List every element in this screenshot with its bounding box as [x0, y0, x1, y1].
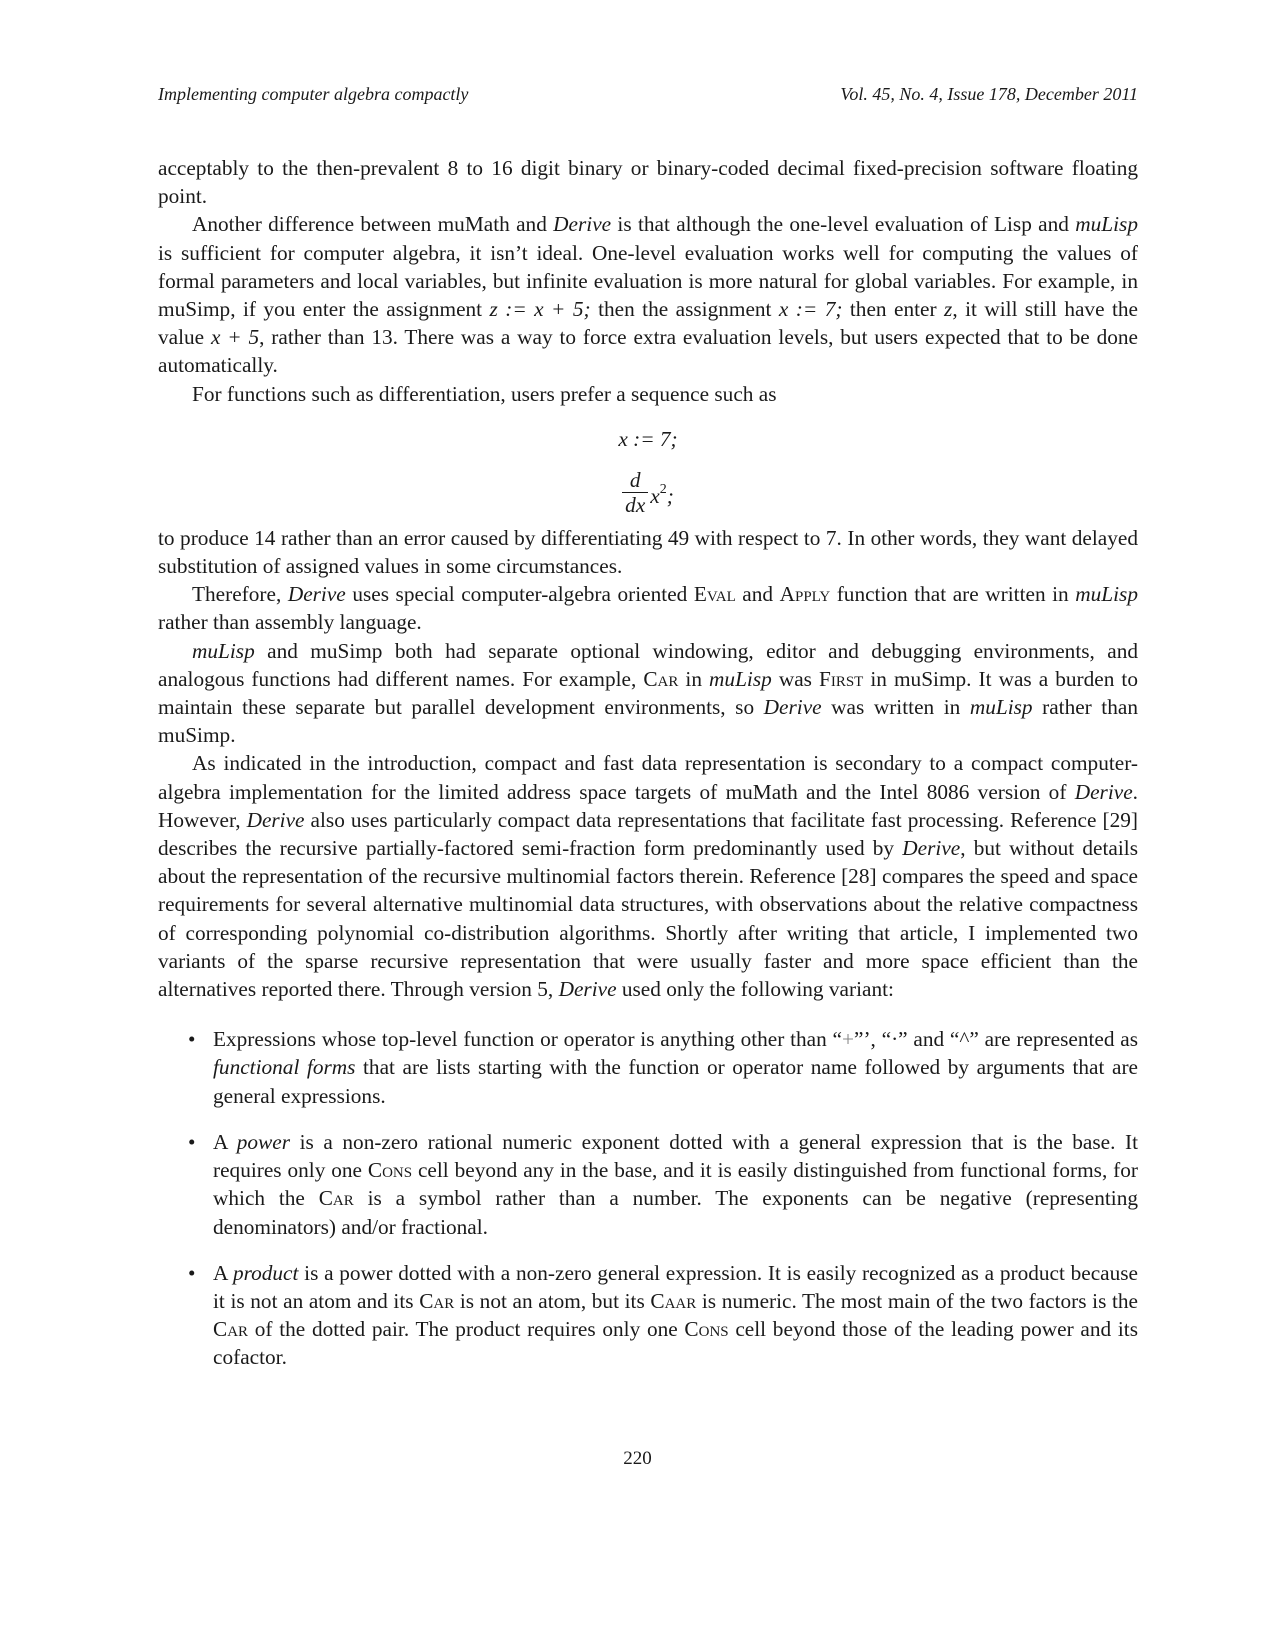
derivative-fraction: $\frac{d}{dx}$	[622, 468, 648, 517]
page-number: 220	[623, 1448, 652, 1469]
paragraph-2: Another difference between muMath and Derive is that although the one-level evaluation of Lisp and muLisp is sufficient for computer algebra, it isn’t ideal. One-level evaluation works well for computing the values of formal parameters and local variables, but infinite evaluation is more natural for global variables. For example, in muSimp, if you enter the assignment z := x + 5; then the assignment x := 7; then enter z, it will still have the value x + 5, rather than 13. There was a way to force extra evaluation levels, but users expected that to be done automatically.	[158, 212, 1138, 378]
list-item: • Expressions whose top-level function or operator is anything other than “+”’, “·” and “^” are represented as functional forms that are lists starting with the function or operator name followed by arguments that are general expressions.	[188, 1027, 1138, 1108]
paragraph-7: As indicated in the introduction, compact and fast data representation is secondary to a compact computer-algebra implementation for the limited address space targets of muMath and the Intel 8086 version of Derive. However, Derive also uses particularly compact data representations that facilitate fast processing. Reference [29] describes the recursive partially-factored semi-fraction form predominantly used by Derive, but without details about the representation of the recursive multinomial factors therein. Reference [28] compares the speed and space requirements for several alternative multinomial data structures, with observations about the relative compactness of corresponding polynomial co-distribution algorithms. Shortly after writing that article, I implemented two variants of the sparse recursive representation that were usually faster and more space efficient than the alternatives reported there. Through version 5, Derive used only the following variant:	[158, 751, 1139, 1002]
paragraph-4: to produce 14 rather than an error caused by differentiating 49 with respect to 7. In other words, they want delayed substitution of assigned values in some circumstances.	[158, 525, 1138, 579]
paragraph-1: acceptably to the then-prevalent 8 to 16 digit binary or binary-coded decimal fixed-precision software floating point.	[158, 156, 1138, 209]
header-title: Implementing computer algebra compactly	[158, 84, 469, 104]
bullet-list	[158, 1025, 1138, 1371]
bullet-icon: •	[188, 1027, 196, 1052]
list-item: • A product is a power dotted with a non-zero general expression. It is easily recognized as a product because it is not an atom and its Car is not an atom, but its Caar is numeric. The most main of the two factors is the Car of the dotted pair. The product requires only one Cons cell beyond those of the leading power and its cofactor.	[188, 1260, 1139, 1370]
running-header	[158, 84, 1138, 108]
paragraph-6: muLisp and muSimp both had separate optional windowing, editor and debugging environments, and analogous functions had different names. For example, Car in muLisp was First in muSimp. It was a burden to maintain these separate but parallel development environments, so Derive was written in muLisp rather than muSimp.	[158, 638, 1138, 748]
paragraph-5: Therefore, Derive uses special computer-algebra oriented Eval and Apply function that are written in muLisp rather than assembly language.	[158, 582, 1138, 635]
bullet-icon: •	[188, 1260, 196, 1285]
header-issue: Vol. 45, No. 4, Issue 178, December 2011	[840, 84, 1138, 104]
display-equation-assignment: x := 7;	[618, 426, 678, 451]
page-body	[158, 154, 1138, 1390]
bullet-icon: •	[188, 1129, 196, 1154]
paragraph-3: For functions such as differentiation, users prefer a sequence such as	[192, 381, 777, 406]
list-item: • A power is a non-zero rational numeric exponent dotted with a general expression that is the base. It requires only one Cons cell beyond any in the base, and it is easily distinguished from functional forms, for which the Car is a symbol rather than a number. The exponents can be negative (representing denominators) and/or fractional.	[188, 1129, 1138, 1239]
display-equation-derivative: $\frac{d}{dx}$ $x^2$;	[158, 462, 1138, 524]
